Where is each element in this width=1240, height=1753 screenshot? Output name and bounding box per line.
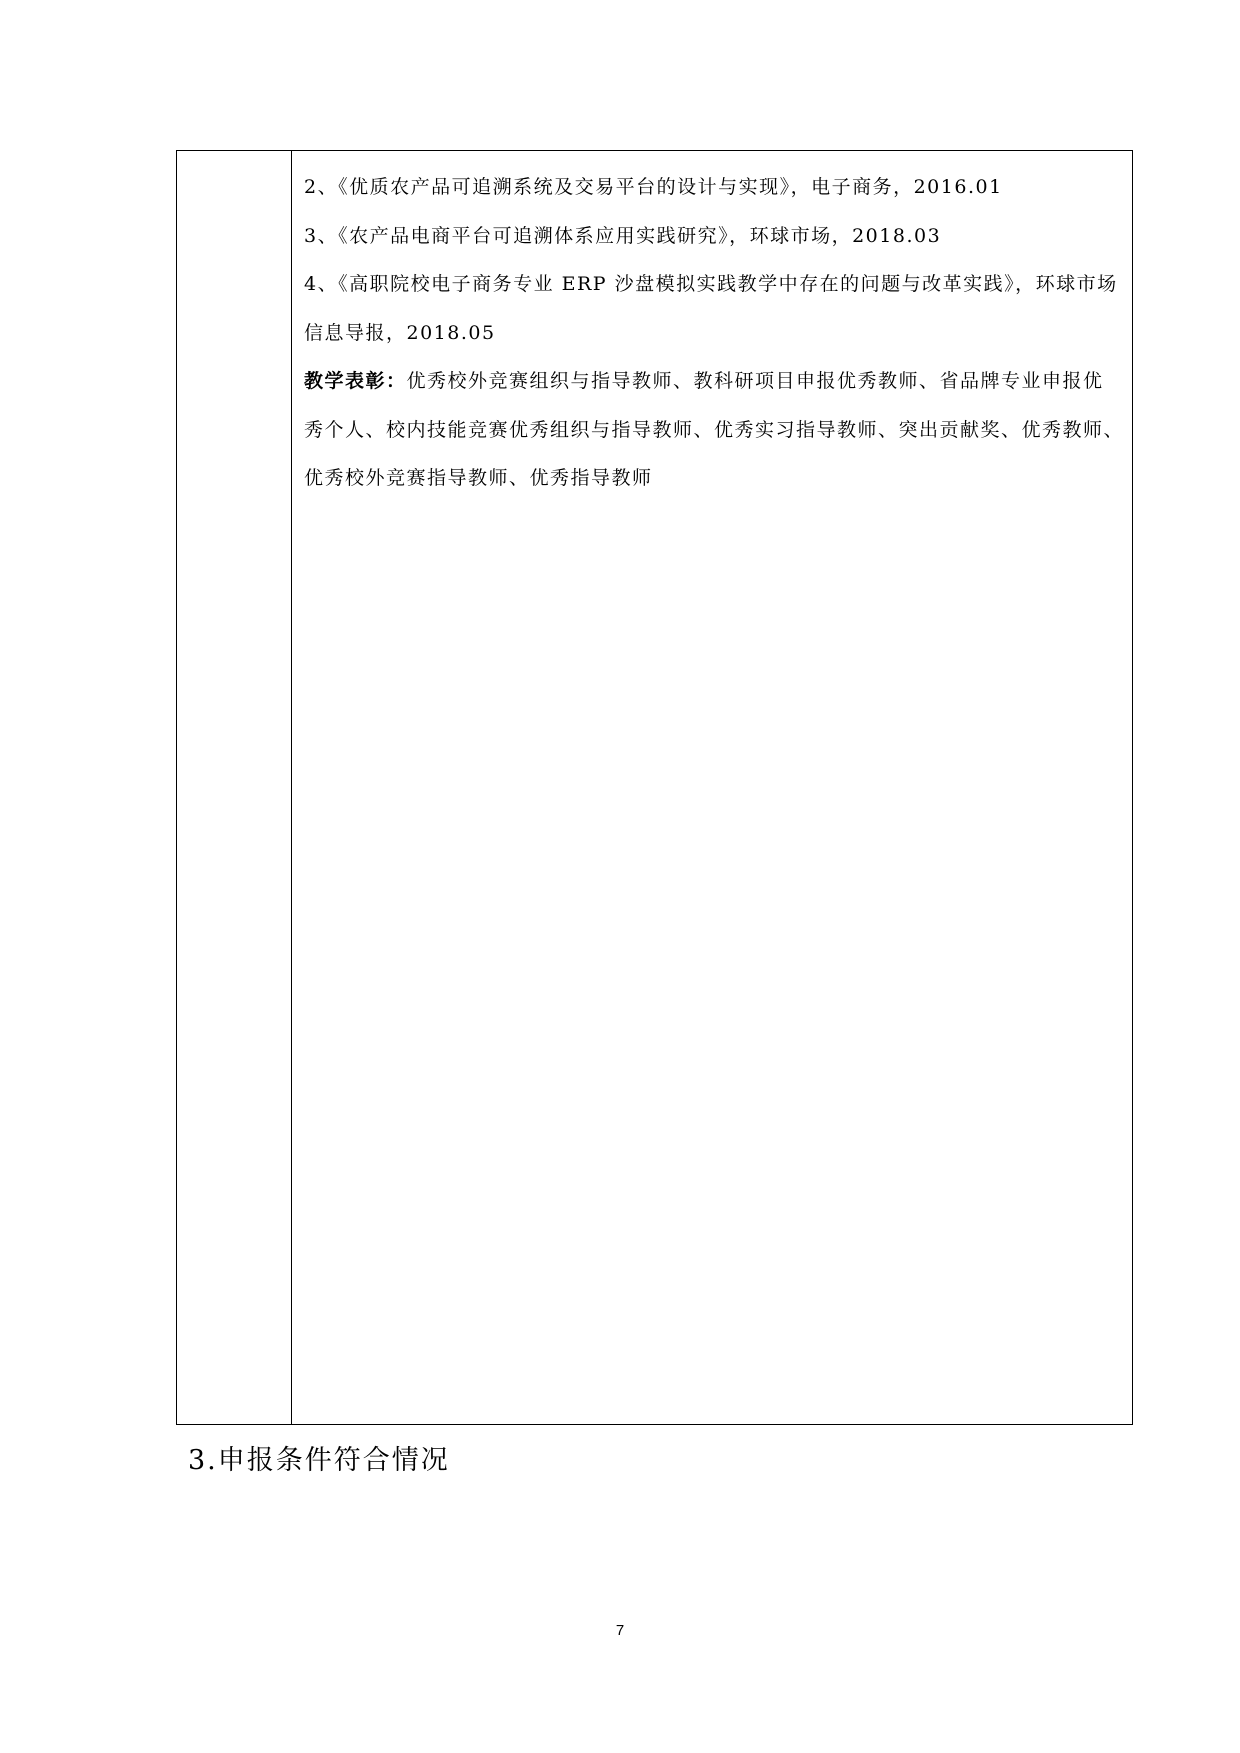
teaching-awards (304, 357, 1124, 503)
section-heading: 3.申报条件符合情况 (188, 1445, 450, 1476)
teaching-awards-text: 优秀校外竞赛组织与指导教师、教科研项目申报优秀教师、省品牌专业申报优秀个人、校内技能竞赛优秀组织与指导教师、优秀实习指导教师、突出贡献奖、优秀教师、 优秀校外竞赛指导教师、优秀指导教师 (304, 370, 1125, 489)
table-content-cell (304, 163, 1124, 503)
column-divider (291, 151, 292, 1424)
publication-item: 4、《高职院校电子商务专业 ERP 沙盘模拟实践教学中存在的问题与改革实践》，环球市场信息导报，2018.05 (304, 273, 1118, 344)
page-number: 7 (615, 1622, 625, 1639)
table-label-cell (177, 151, 291, 1424)
achievements-table (176, 150, 1133, 1425)
publication-item: 2、《优质农产品可追溯系统及交易平台的设计与实现》，电子商务，2016.01 (304, 176, 1003, 198)
publication-item: 3、《农产品电商平台可追溯体系应用实践研究》，环球市场，2018.03 (304, 224, 942, 247)
teaching-awards-label: 教学表彰： (304, 370, 407, 392)
